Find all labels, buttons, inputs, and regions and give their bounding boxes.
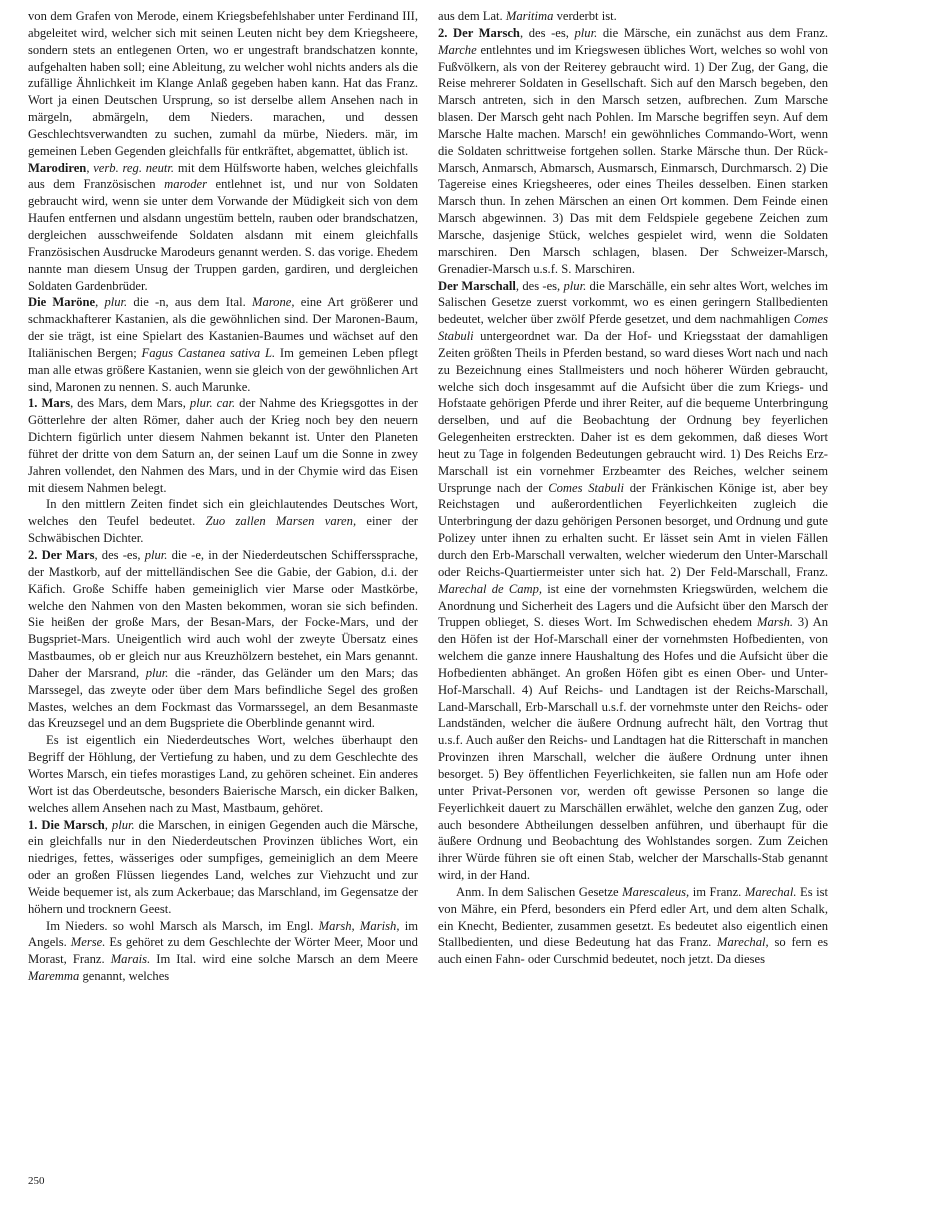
italic-term: Comes Stabuli: [548, 480, 624, 495]
entry-text: genannt, welches: [79, 969, 170, 984]
entry-mars-1: [28, 395, 418, 496]
entry-marsch-1: [28, 817, 418, 918]
entry-marschall-annotation: [438, 884, 828, 968]
entry-text: mit dem Hülfsworte haben, welches gleichfalls aus dem Französischen: [28, 160, 418, 192]
grammar-note: plur. car.: [189, 396, 236, 411]
entry-text: verderbt ist.: [553, 9, 617, 23]
entry-text: , des -es,: [515, 278, 564, 293]
entry-text: Im Nieders. so wohl Marsch als Marsch, im Engl.: [46, 918, 319, 933]
entry-text: der Nahme des Kriegsgottes in der Götterlehre der alten Römer, daher auch der Krieg noch bey den neuern Dichtern figürlich unter diesem Nahmen bekannt ist. Unter den Planeten führet der dritte von dem Saturn an, der seinen Lauf um die Sonne in zwey Jahren vollendet, den Nahmen des Mars, und in der Chymie wird das Eisen mit diesem Nahmen belegt.: [28, 396, 418, 495]
left-column: [28, 8, 418, 985]
entry-text: , des -es,: [519, 25, 575, 40]
grammar-note: plur.: [104, 295, 128, 310]
entry-marsch-1-paragraph: [28, 918, 418, 985]
entry-text: Es ist von Mähre, ein Pferd, besonders ein Pferd edler Art, und dem alten Schalk, ein Knecht, Bedienter, zusammen gesetzt. Es bedeutet also eigentlich einen Stallbedienten, und diese Bedeutung hat das Franz.: [438, 884, 828, 950]
continuation-paragraph: von dem Grafen von Merode, einem Kriegsbefehlshaber unter Ferdinand III, abgeleitet wird, welcher sich mit seinen Leuten nicht bey dem Kriegsheere, sondern stets an entlegenen Orten, wo er ungestraft brandschatzen konnte, aufgehalten haben soll; eine Ableitung, zu welcher wohl nichts anders als die zufällige Ähnlichkeit im Klange Anlaß gegeben haben kann. Hat das Franz. Wort ja einen Deutschen Ursprung, so ist derselbe allem Ansehen nach in märgeln, abmärgeln, dem Nieders. marachen, und dessen Geschlechtsverwandten zu suchen, zumahl da mürbe, Nieders. mär, im gemeinen Leben Gegenden gleichfalls für entkräftet, abgemattet, üblich ist.: [28, 9, 418, 158]
entry-text: im Angels.: [28, 918, 419, 950]
grammar-note: plur.: [574, 25, 598, 40]
headword: Die Maröne: [28, 295, 96, 310]
entry-mars-2-paragraph: Es ist eigentlich ein Niederdeutsches Wort, welches überhaupt den Begriff der Höhlung, der Vertiefung zu haben, und zu dem Geschlechte des Wortes Marsch, ein tiefes morastiges Land, zu gehören scheinet. Ein anderes Wort ist das Oberdeutsche, besonders Baierische Marsch, ein dicker Balken, welches allem Ansehen nach zu Mast, Mastbaum, gehöret.: [28, 733, 418, 815]
entry-text: ,: [104, 817, 112, 832]
right-column: [438, 8, 828, 968]
italic-term: Marechal,: [717, 935, 769, 950]
continuation-paragraph: [438, 8, 828, 25]
headword: 2. Der Marsch: [438, 25, 520, 40]
entry-marone: Die Maröne, plur. die -n, aus dem Ital. Marone, eine Art größerer und schmackhafterer Kastanien, als die gewöhnlichen sind. Der Maronen-Baum, der sie trägt, ist eine Spielart des Kastanien-Baumes und wächset auf den Italiänischen Bergen; Fagus Castanea sativa L. Im gemeinen Leben pflegt man alle etwas größere Kastanien, wenn sie gleich von der gewöhnlichen Art sind, Maronen zu nennen. S. auch Marunke.: [28, 295, 419, 394]
entry-text: Es gehöret zu dem Geschlechte der Wörter Meer, Moor und Morast, Franz.: [28, 935, 418, 967]
italic-term: Marechal.: [744, 884, 797, 899]
headword: 2. Der Mars: [28, 548, 95, 562]
entry-text: im Franz.: [689, 884, 745, 899]
headword: 1. Mars: [28, 396, 71, 411]
page-number: 250: [28, 1175, 45, 1187]
entry-text: entlehntes und im Kriegswesen übliches Wort, welches so wohl von Fußvölkern, als von der Reiterey gebraucht wird. 1) Der Zug, der Gang, die Reise mehrerer Soldaten in Gesellschaft. Sich auf den Marsch begeben, den Marsch antreten, sich in den Marsch setzen, aufbrechen. Zum Marsche blasen. Der Marsch geht nach Pohlen. Im Marsche begriffen seyn. Auf dem Marsche Halte machen. Marsch! ein gewöhnliches Commando-Wort, wenn die Soldaten schrittweise fortgehen sollen. Starke Märsche thun. Der Rück-Marsch, Anmarsch, Abmarsch, Ausmarsch, Einmarsch, Durchmarsch. 2) Die Tagereise eines Kriegsheeres, oder eines Theiles desselben. Einen starken Marsch thun. In zehen Märschen an einen Ort kommen. Dem Feinde einen Marsch abgewinnen. 3) Das mit dem Feldspiele gegebene Zeichen zum Marsche, dasjenige Stück, welches gespielet wird, wenn die Soldaten marschiren. Den Marsch schlagen, blasen. Der Schweizer-Marsch, Grenadier-Marsch u.s.f. S. Marschiren.: [438, 42, 828, 276]
entry-text: eine Art größerer und schmackhafterer Kastanien, als die gewöhnlichen sind. Der Maronen-Baum, der sie trägt, ist eine Spielart des Kastanien-Baumes und wächset auf den Italiänischen Bergen;: [28, 295, 419, 360]
entry-text: die -n, aus dem Ital.: [127, 295, 252, 310]
entry-text: die Märsche, ein zunächst aus dem Franz.: [597, 25, 829, 40]
entry-text: untergeordnet war. Da der Hof- und Kriegsstaat der damahligen Zeiten größten Theils in Pferden bestand, so ward dieses Wort nach und nach zu Bezeichnung eines Stallmeisters und noch höherer Würden gebraucht, welche sich doch insgesammt auf die Aufsicht über die zum Kriegs- und Hofstaate gehörigen Pferde und ihrer Reiter, auf die bequeme Unterbringung derselben, und auf die Beobachtung der Ordnung bey feyerlichen Gelegenheiten erstreckten. Daher ist es dem gekommen, daß dieses Wort heut zu Tage in folgenden Bedeutungen gebraucht wird. 1) Des Reichs Erz-Marschall ist ein vornehmer Erzbeamter des Reiches, welcher seinem Ursprunge nach der: [438, 329, 828, 495]
entry-mars-1-paragraph: [28, 496, 418, 547]
entry-marschall: [438, 278, 828, 884]
italic-term: Marescaleus,: [622, 884, 690, 899]
entry-marsch-2: [438, 25, 828, 278]
entry-text: so fern es auch einen Fahn- oder Curschmid bedeutet, noch jetzt. Da dieses: [438, 935, 828, 967]
italic-term: Marsh, Marish,: [318, 918, 400, 933]
headword: Marodiren: [28, 160, 87, 175]
entry-text: aus dem Lat.: [438, 9, 506, 23]
grammar-note: plur.: [144, 548, 168, 562]
italic-term: Marone,: [251, 295, 295, 310]
italic-term: Marsh.: [756, 615, 794, 630]
entry-text: entlehnet ist, und nur von Soldaten gebraucht wird, wenn sie unter dem Vorwande der Müdigkeit sich von dem Haufen entfernen und alsdann ungestüm betteln, rauben oder brandschatzen, dergleichen ausschweifende Soldaten alsdann mit einem gleichfalls Französischen Ausdrucke Marodeurs genannt werden. S. das vorige. Ehedem nannte man diesem Unsug der Truppen garden, gardiren, und dergleichen Soldaten Gardenbrüder.: [28, 177, 418, 293]
italic-term: Maritima: [505, 9, 554, 23]
grammar-note: plur.: [563, 278, 587, 293]
entry-text: der Fränkischen Könige ist, aber bey Reichstagen und außerordentlichen Feyerlichkeiten zugleich die Unterbringung der dazu gehörigen Personen besorget, und Ordnung und gute Polizey unter ihnen zu erhalten sucht. Er lässet sein Amt in vielen Fällen durch den Erb-Marschall verwalten, welcher wiederum den Unter-Marschall oder Reichs-Quartiermeister unter sich hat. 2) Der Feld-Marschall, Franz.: [438, 480, 828, 579]
entry-mars-2: [28, 547, 418, 732]
entry-text: einer der Schwäbischen Dichter.: [28, 514, 418, 546]
entry-text: die -e, in der Niederdeutschen Schifferssprache, der Mastkorb, auf der mittelländischen See die Gabie, der Gabion, d.i. der Käfich. Große Schiffe haben gemeiniglich vier Marse oder Mastkörbe, welche den Nahmen von den Masten bekommen, woran sie sich befinden. Sie heißen der große Mars, der Besan-Mars, der Focke-Mars, und der Bugspriet-Mars. Uneigentlich wird auch wohl der zweyte Übersatz eines Mastbaumes, ob er gleich nur aus Kreuzhölzern bestehet, ein Mars genannt. Daher der Marsrand,: [28, 548, 418, 680]
italic-term: maroder: [164, 177, 208, 192]
entry-text: die Marschen, in einigen Gegenden auch die Märsche, ein gleichfalls nur in den Niederdeutschen Provinzen übliches Wort, ein niedriges, fettes, wässeriges oder sumpfiges, gemeiniglich an dem Meere oder an großen Flüssen liegendes Land, welches zur Viehzucht und zur Weide bequemer ist, als zum Ackerbaue; das Marschland, im Gegensatze der höhern und trocknern Geest.: [28, 817, 419, 916]
italic-term: Marais.: [110, 952, 151, 967]
entry-text: Im Ital. wird eine solche Marsch an dem Meere: [150, 952, 418, 967]
italic-term: Zuo zallen Marsen varen,: [205, 514, 357, 529]
grammar-note: plur.: [111, 817, 135, 832]
italic-term: Maremma: [28, 969, 80, 984]
entry-text: , des -es,: [94, 548, 145, 562]
entry-text: , des Mars, dem Mars,: [70, 396, 190, 411]
entry-text: 3) An den Höfen ist der Hof-Marschall einer der vornehmsten Hofbedienten, von welchem die ganze innere Haushaltung des Hofes und die Aufsicht über die Hofbedienten abhänget. An großen Höfen gibt es einen Ober- und Unter-Hof-Marschall. 4) Auf Reichs- und Landtagen ist der Reichs-Marschall, Land-Marschall, Erb-Marschall u.s.f. der vornehmste unter den Reichs- oder Landständen, welcher die äußere Ordnung aufrecht hält, den Vortrag thut u.s.f. Auch außer den Reichs- und Landtagen hat die Ritterschaft in manchen Provinzen ihren Marschall, welcher die äußere Ordnung unter ihnen besorget. 5) Bey öffentlichen Feyerlichkeiten, sie fallen nun am Hofe oder unter Privat-Personen vor, werden oft gewisse Personen so lange die Feyerlichkeit dauert zu Marschällen erwählet, welche den ganzen Zug, oder auch besondere Abtheilungen desselben anführen, und überhaupt für die äußere Ordnung und Beobachtung des Wohlstandes sorgen. Zum Zeichen ihrer Würde führen sie oft einen Stab, welcher der Marschalls-Stab genannt wird, in der Hand.: [438, 615, 828, 883]
entry-marodiren: Marodiren, verb. reg. neutr. mit dem Hülfsworte haben, welches gleichfalls aus dem Französischen maroder entlehnet ist, und nur von Soldaten gebraucht wird, wenn sie unter dem Vorwande der Müdigkeit sich von dem Haufen entfernen und alsdann ungestüm betteln, rauben oder brandschatzen, dergleichen ausschweifende Soldaten alsdann mit einem gleichfalls Französischen Ausdrucke Marodeurs genannt werden. S. das vorige. Ehedem nannte man diesem Unsug der Truppen garden, gardiren, und dergleichen Soldaten Gardenbrüder.: [28, 160, 418, 293]
grammar-note: verb. reg. neutr.: [93, 160, 175, 175]
grammar-note: plur.: [145, 665, 169, 680]
italic-term: Fagus Castanea sativa L.: [141, 345, 276, 360]
headword: Der Marschall: [438, 278, 516, 293]
entry-text: ist eine der vornehmsten Kriegswürden, welchem die Anordnung und Sicherheit des Lagers und die Aufsicht über den Marsch der Truppen oblieget, S. dieses Wort. Im Schwedischen ehedem: [438, 581, 828, 630]
italic-term: Marechal de Camp,: [438, 581, 543, 596]
entry-text: die Marschälle, ein sehr altes Wort, welches im Salischen Gesetze zuerst vorkommt, wo es einen geringern Stallbedienten bedeutet, welcher über zwölf Pferde gesetzet, und dem nachmahligen: [438, 278, 828, 327]
italic-term: Marche: [438, 42, 477, 57]
entry-text: Im gemeinen Leben pflegt man alle etwas größere Kastanien, wenn sie gleich von der gewöhnlichen Art sind, Maronen zu nennen. S. auch Marunke.: [28, 345, 418, 394]
entry-text: In den mittlern Zeiten findet sich ein gleichlautendes Deutsches Wort, welches den Teufel bedeutet.: [28, 497, 418, 529]
entry-text: die -ränder, das Geländer um den Mars; das Marssegel, das zweyte oder über dem Mars befindliche Segel des großen Mastes, welches an dem Fockmast das Vormarssegel, an dem Besanmaste das Kreuzsegel und an dem Bugspriete die Oberblinde genannt wird.: [28, 665, 418, 731]
italic-term: Comes Stabuli: [438, 312, 828, 344]
entry-text: Anm. In dem Salischen Gesetze: [456, 884, 623, 899]
headword: 1. Die Marsch: [28, 817, 105, 832]
italic-term: Merse.: [70, 935, 106, 950]
